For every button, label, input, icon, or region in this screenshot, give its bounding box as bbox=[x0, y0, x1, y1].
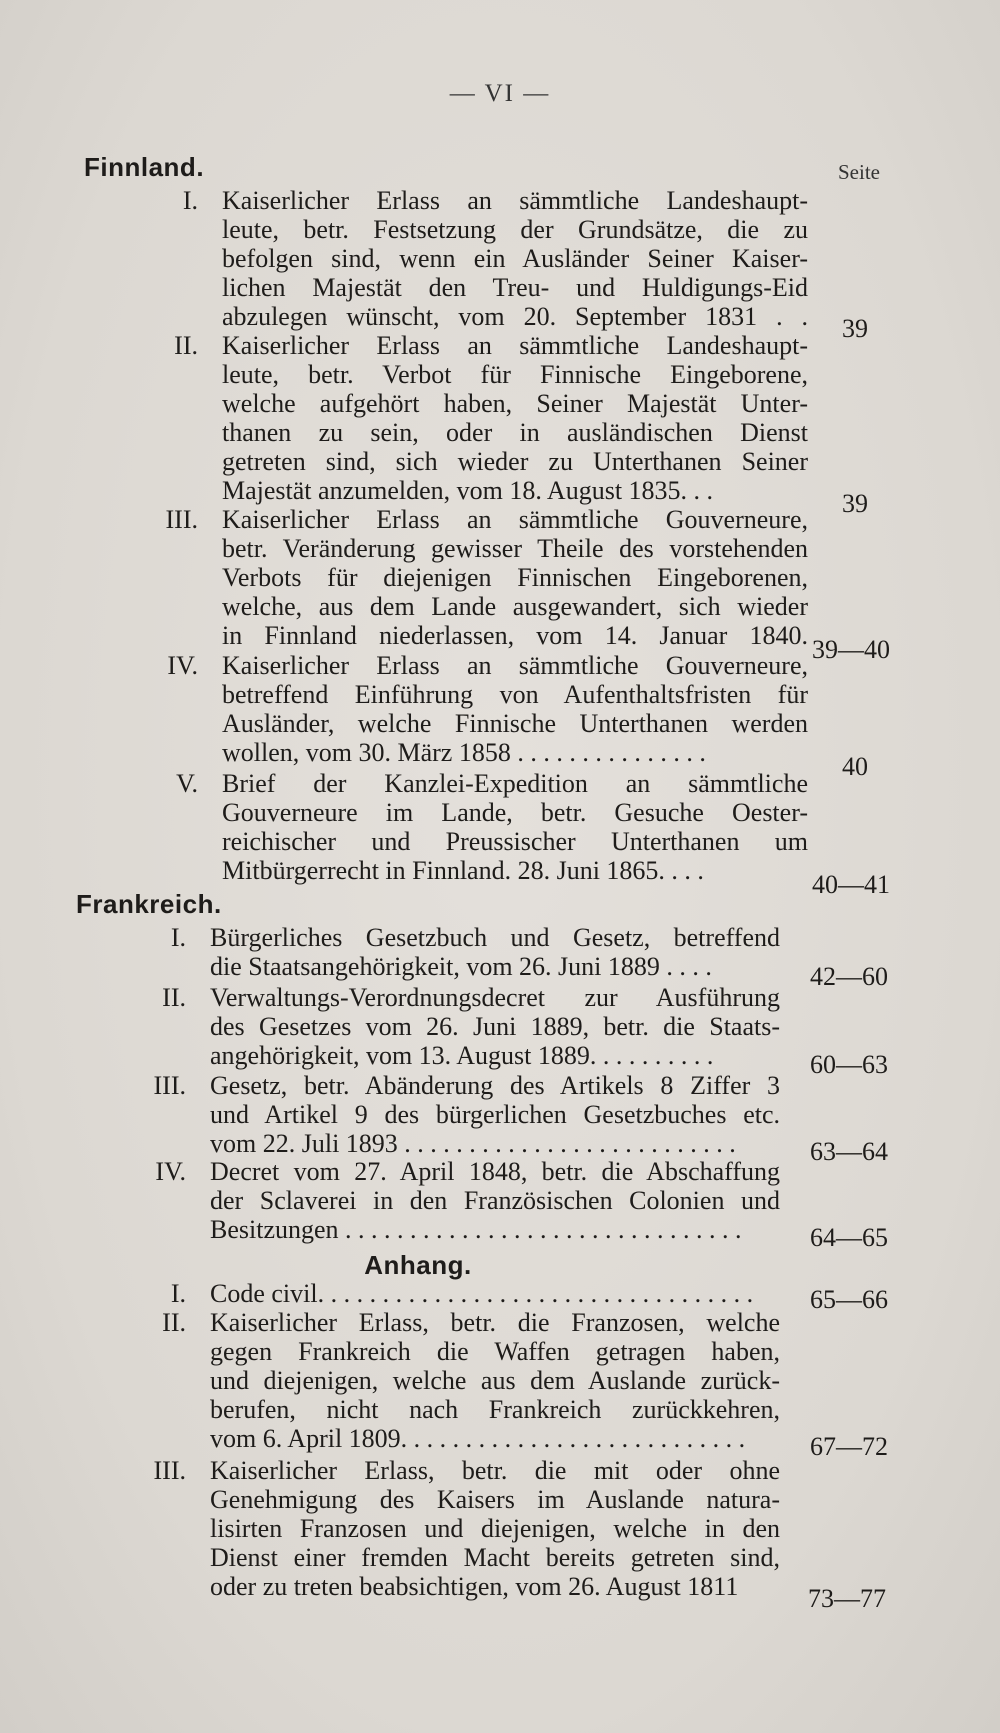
entry-numeral: I. bbox=[170, 1279, 186, 1308]
entry-line: angehörigkeit, vom 13. August 1889. . . . . . . . . . bbox=[210, 1041, 714, 1070]
section-title-anhang: Anhang. bbox=[364, 1250, 472, 1280]
entry-numeral: III. bbox=[153, 1071, 186, 1100]
entry-line: Verwaltungs-Verordnungsdecret zur Ausführung bbox=[210, 983, 780, 1012]
entry-numeral: IV. bbox=[155, 1157, 186, 1186]
entry-numeral: II. bbox=[162, 1308, 186, 1337]
section-title-frankreich: Frankreich. bbox=[76, 889, 222, 919]
entry-line: Gouverneure im Lande, betr. Gesuche Oester- bbox=[222, 798, 808, 827]
entry-line: Gesetz, betr. Abänderung des Artikels 8 Ziffer 3 bbox=[210, 1071, 780, 1100]
entry-numeral: III. bbox=[165, 505, 198, 534]
entry-line: welche, aus dem Lande ausgewandert, sich wieder bbox=[222, 592, 808, 621]
entry-line: lisirten Franzosen und diejenigen, welche in den bbox=[210, 1514, 780, 1543]
section-title-finnland: Finnland. bbox=[84, 152, 205, 182]
entry-pages: 64—65 bbox=[810, 1223, 888, 1252]
entry-line: wollen, vom 30. März 1858 . . . . . . . . . . . . . . . bbox=[222, 738, 706, 767]
entry-text bbox=[210, 1308, 780, 1453]
entry-line: der Sclaverei in den Französischen Colonien und bbox=[210, 1186, 780, 1215]
entry-line: thanen zu sein, oder in ausländischen Dienst bbox=[222, 418, 808, 447]
entry-line: Bürgerliches Gesetzbuch und Gesetz, betreffend bbox=[210, 923, 780, 952]
entry-line: Kaiserlicher Erlass an sämmtliche Gouverneure, bbox=[222, 651, 808, 680]
entry-line: und Artikel 9 des bürgerlichen Gesetzbuches etc. bbox=[210, 1100, 780, 1129]
entry-line: reichischer und Preussischer Unterthanen um bbox=[222, 827, 808, 856]
entry-line: Kaiserlicher Erlass an sämmtliche Gouverneure, bbox=[222, 505, 808, 534]
entry-line: leute, betr. Verbot für Finnische Eingeborene, bbox=[222, 360, 808, 389]
seite-column-label: Seite bbox=[838, 160, 880, 184]
entry-line: leute, betr. Festsetzung der Grundsätze, die zu bbox=[222, 215, 808, 244]
entry-line: vom 22. Juli 1893 . . . . . . . . . . . . . . . . . . . . . . . . . . bbox=[210, 1129, 736, 1158]
entry-text bbox=[210, 983, 780, 1070]
entry-line: Decret vom 27. April 1848, betr. die Abschaffung bbox=[210, 1157, 780, 1186]
entry-text bbox=[222, 651, 808, 767]
entry-numeral: IV. bbox=[167, 651, 198, 680]
entry-line: Kaiserlicher Erlass, betr. die mit oder ohne bbox=[210, 1456, 780, 1485]
entry-text bbox=[210, 1456, 780, 1601]
entry-numeral: V. bbox=[176, 769, 198, 798]
entry-line: Mitbürgerrecht in Finnland. 28. Juni 1865. . . . bbox=[222, 856, 704, 885]
entry-line: Ausländer, welche Finnische Unterthanen werden bbox=[222, 709, 808, 738]
entry-line: abzulegen wünscht, vom 20. September 1831 . . bbox=[222, 302, 808, 331]
entry-line: Kaiserlicher Erlass, betr. die Franzosen, welche bbox=[210, 1308, 780, 1337]
entry-line: Genehmigung des Kaisers im Auslande natura- bbox=[210, 1485, 780, 1514]
entry-line: in Finnland niederlassen, vom 14. Januar 1840. bbox=[222, 621, 808, 650]
entry-pages: 73—77 bbox=[808, 1584, 886, 1613]
entry-pages: 40—41 bbox=[812, 870, 890, 899]
entry-line: welche aufgehört haben, Seiner Majestät Unter- bbox=[222, 389, 808, 418]
entry-line: Majestät anzumelden, vom 18. August 1835. . . bbox=[222, 476, 714, 505]
entry-line: Dienst einer fremden Macht bereits getreten sind, bbox=[210, 1543, 780, 1572]
entry-line: Kaiserlicher Erlass an sämmtliche Landeshaupt- bbox=[222, 331, 808, 360]
entry-line: oder zu treten beabsichtigen, vom 26. August 1811 bbox=[210, 1572, 739, 1601]
entry-line: vom 6. April 1809. . . . . . . . . . . . . . . . . . . . . . . . . . . bbox=[210, 1424, 746, 1453]
entry-line: Verbots für diejenigen Finnischen Eingeborenen, bbox=[222, 563, 808, 592]
entry-pages: 42—60 bbox=[810, 962, 888, 991]
entry-line: die Staatsangehörigkeit, vom 26. Juni 1889 . . . . bbox=[210, 952, 712, 981]
entry-line: Code civil. . . . . . . . . . . . . . . . . . . . . . . . . . . . . . . . . . bbox=[210, 1279, 754, 1308]
entry-line: betr. Veränderung gewisser Theile des vorstehenden bbox=[222, 534, 808, 563]
page-number: — VI — bbox=[449, 80, 551, 107]
entry-pages: 40 bbox=[842, 752, 868, 781]
entry-line: lichen Majestät den Treu- und Huldigungs-Eid bbox=[222, 273, 808, 302]
entry-pages: 63—64 bbox=[810, 1137, 888, 1166]
entry-numeral: I. bbox=[170, 923, 186, 952]
entry-pages: 39 bbox=[842, 489, 868, 518]
entry-numeral: II. bbox=[174, 331, 198, 360]
entry-pages: 67—72 bbox=[810, 1432, 888, 1461]
entry-text bbox=[210, 1279, 780, 1308]
entry-line: berufen, nicht nach Frankreich zurückkehren, bbox=[210, 1395, 780, 1424]
entry-text bbox=[210, 923, 780, 981]
entry-text bbox=[210, 1157, 780, 1244]
entry-line: befolgen sind, wenn ein Ausländer Seiner Kaiser- bbox=[222, 244, 808, 273]
entry-numeral: II. bbox=[162, 983, 186, 1012]
entry-pages: 39 bbox=[842, 314, 868, 343]
entry-line: Kaiserlicher Erlass an sämmtliche Landeshaupt- bbox=[222, 186, 808, 215]
entry-pages: 65—66 bbox=[810, 1285, 888, 1314]
entry-line: betreffend Einführung von Aufenthaltsfristen für bbox=[222, 680, 808, 709]
entry-text bbox=[222, 331, 808, 505]
entry-numeral: III. bbox=[153, 1456, 186, 1485]
entry-pages: 39—40 bbox=[812, 635, 890, 664]
entry-text bbox=[222, 505, 808, 650]
entry-line: und diejenigen, welche aus dem Auslande zurück- bbox=[210, 1366, 780, 1395]
entry-text bbox=[222, 186, 808, 331]
entry-numeral: I. bbox=[182, 186, 198, 215]
entry-line: Besitzungen . . . . . . . . . . . . . . . . . . . . . . . . . . . . . . . bbox=[210, 1215, 742, 1244]
entry-pages: 60—63 bbox=[810, 1050, 888, 1079]
entry-line: Brief der Kanzlei-Expedition an sämmtliche bbox=[222, 769, 808, 798]
entry-text bbox=[210, 1071, 780, 1158]
entry-line: des Gesetzes vom 26. Juni 1889, betr. die Staats- bbox=[210, 1012, 780, 1041]
entry-text bbox=[222, 769, 808, 885]
entry-line: gegen Frankreich die Waffen getragen haben, bbox=[210, 1337, 780, 1366]
entry-line: getreten sind, sich wieder zu Unterthanen Seiner bbox=[222, 447, 808, 476]
